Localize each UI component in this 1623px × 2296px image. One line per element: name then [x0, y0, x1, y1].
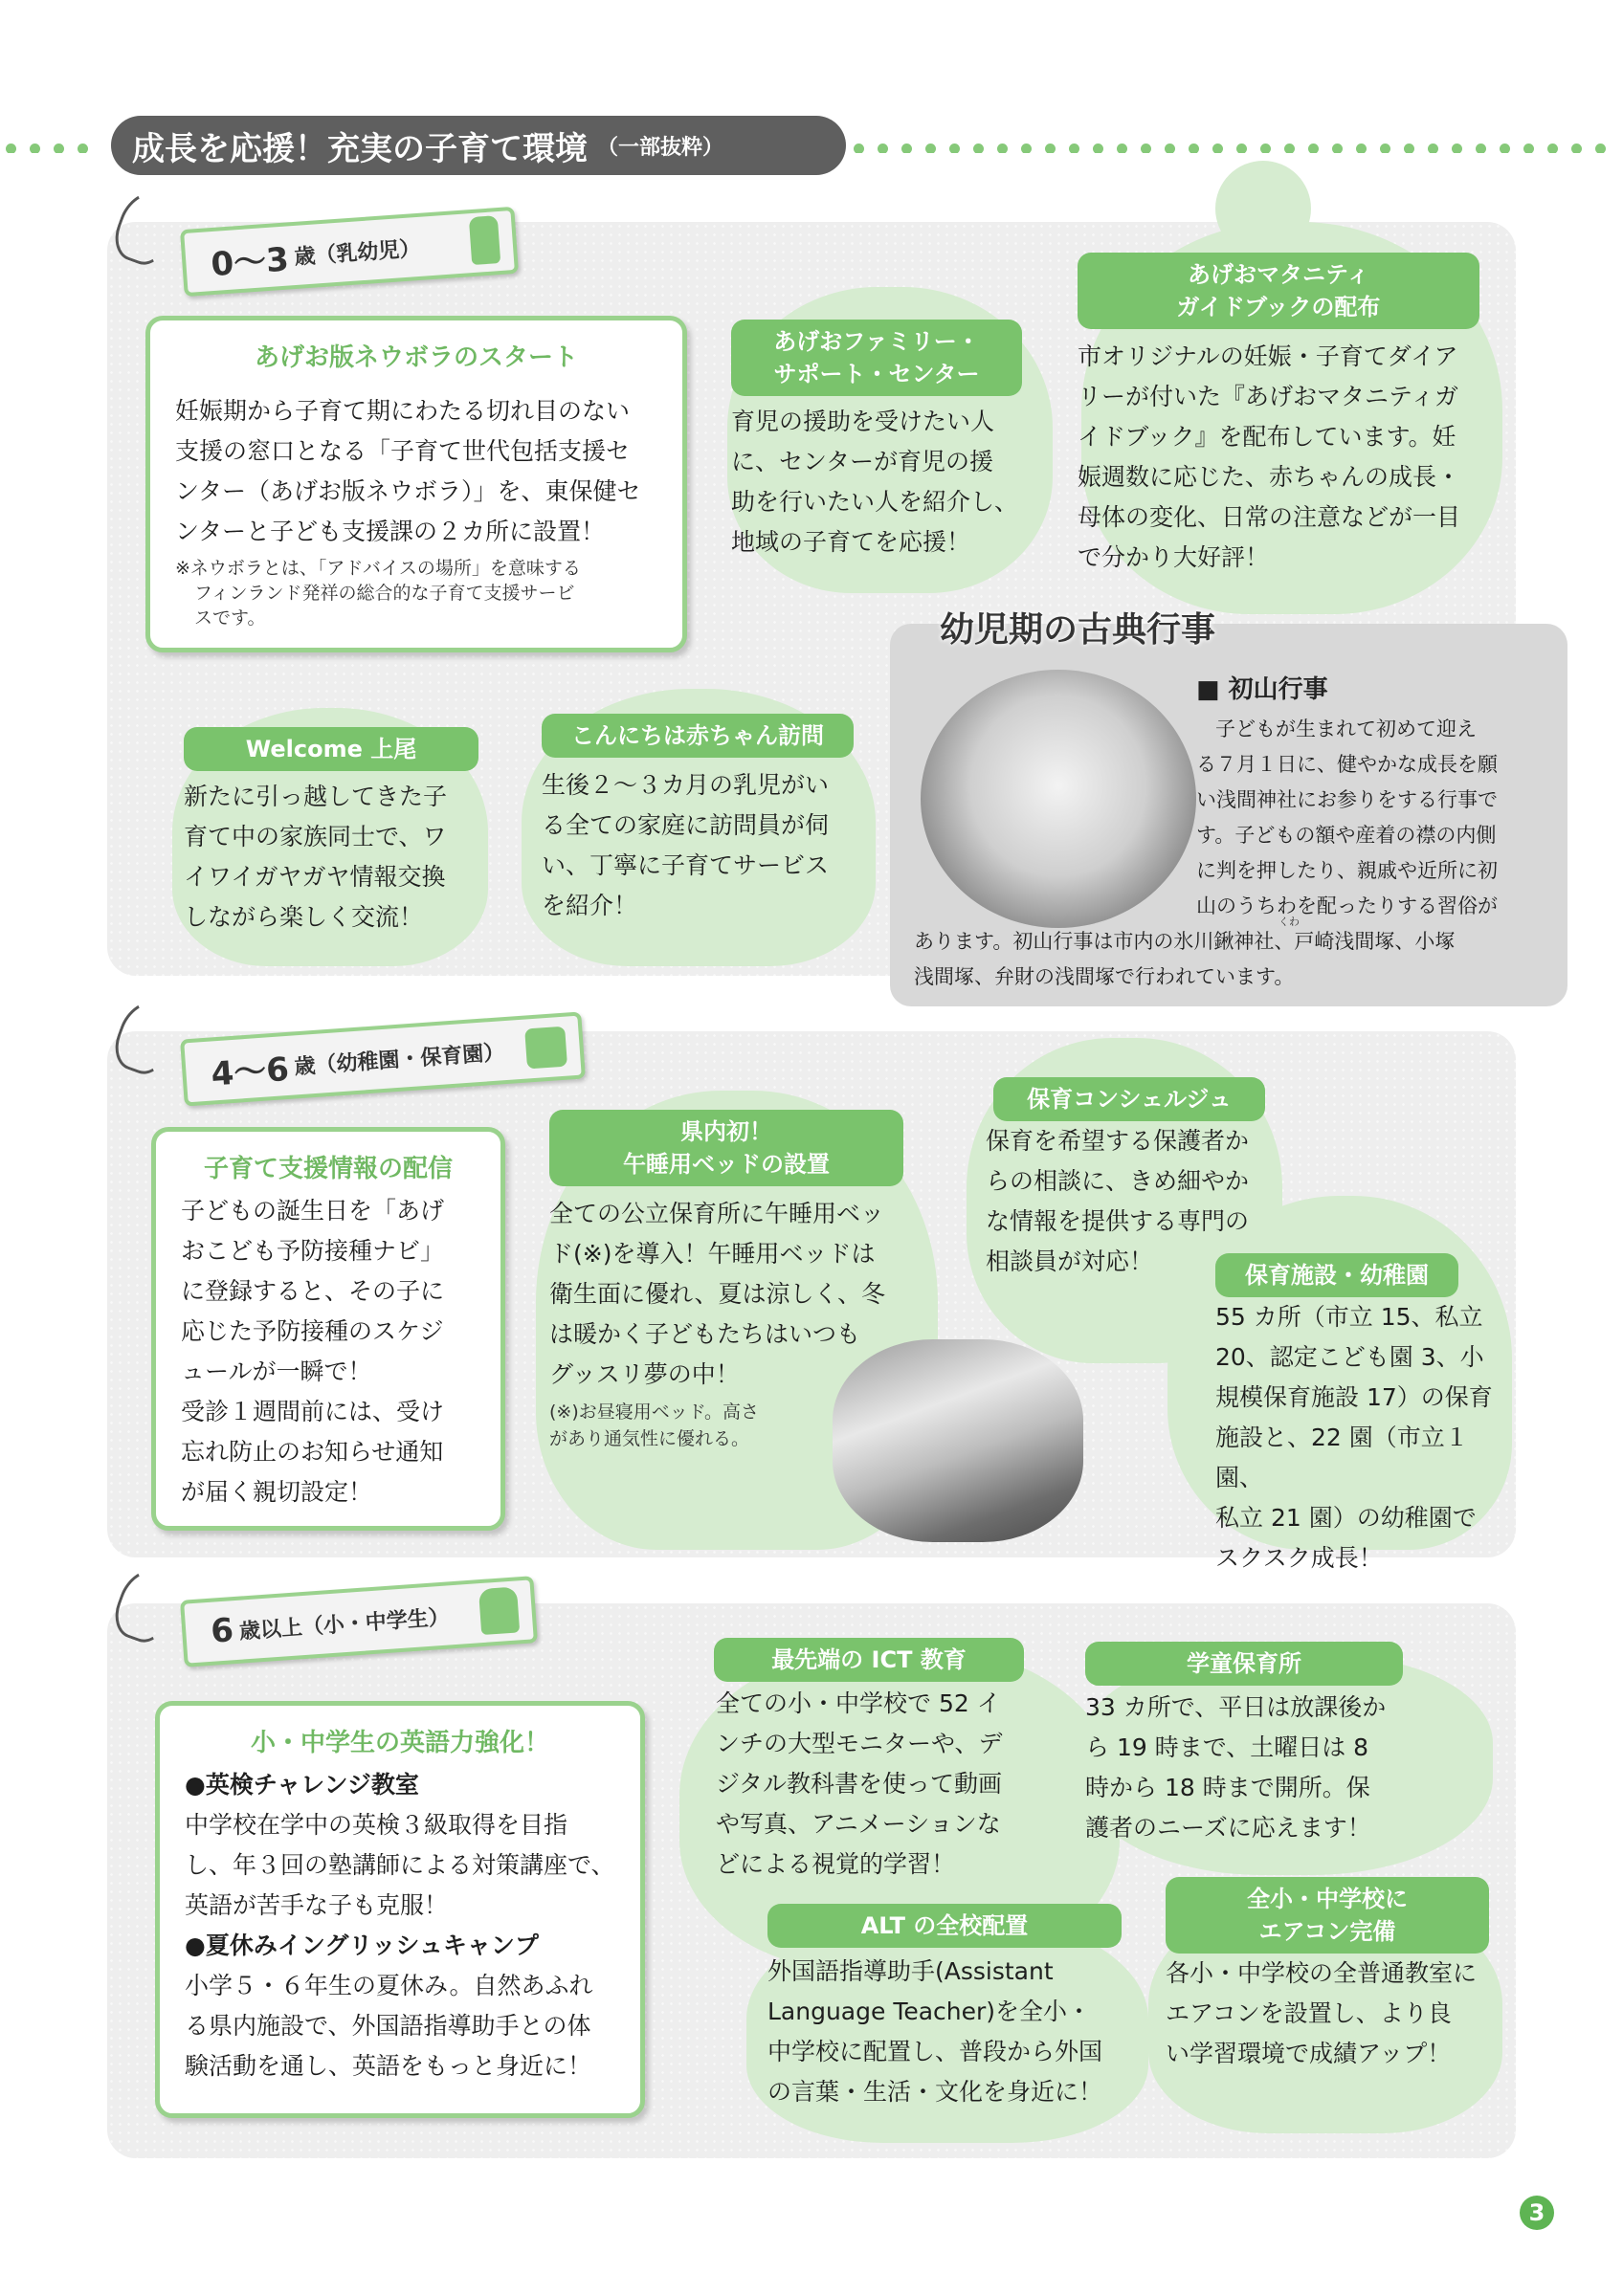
age-range: 4〜6	[210, 1049, 291, 1093]
text-line: 中学校に配置し、普段から外国	[767, 2038, 1103, 2065]
text-line: す。子どもの額や産着の襟の内側	[1196, 824, 1497, 847]
text-line: あります。初山行事は市内の氷川鍬神社、戸崎浅間塚、小塚	[914, 930, 1456, 953]
text-line: 全ての公立保育所に午睡用ベッ	[549, 1200, 885, 1227]
neubora-title: あげお版ネウボラのスタート	[254, 343, 578, 372]
text-line: 規模保育施設 17）の保育	[1215, 1383, 1493, 1411]
alt-label	[767, 1904, 1122, 1948]
facilities-label	[1215, 1253, 1458, 1297]
english-title: 小・中学生の英語力強化！	[250, 1729, 549, 1757]
text-line: 33 カ所で、平日は放課後か	[1085, 1693, 1387, 1721]
english-subheading: ●夏休みイングリッシュキャンプ	[185, 1932, 539, 1959]
text-line: らの相談に、きめ細やか	[986, 1167, 1250, 1195]
text-line: 新たに引っ越してきた子	[184, 783, 448, 810]
bed-label	[549, 1110, 903, 1186]
text-line: で分かり大好評！	[1078, 543, 1270, 571]
text-line: 保育を希望する保護者か	[986, 1127, 1250, 1155]
page-title	[111, 116, 846, 175]
english-box	[155, 1701, 645, 2118]
header-dots-left	[6, 140, 109, 153]
text-line: 学童保育所	[1187, 1650, 1301, 1677]
text-line: 市オリジナルの妊娠・子育てダイア	[1078, 342, 1458, 370]
text-line: が届く親切設定！	[181, 1478, 373, 1506]
classic-event-title: 幼児期の古典行事	[940, 609, 1216, 650]
text-line: おこども予防接種ナビ」	[181, 1237, 445, 1265]
text-line: あげおファミリー・	[773, 328, 980, 355]
text-line: 全小・中学校に	[1247, 1886, 1408, 1912]
info-title: 子育て支援情報の配信	[203, 1155, 453, 1183]
family-support-body	[731, 402, 1037, 563]
age-label: 歳（幼稚園・保育園）	[293, 1040, 506, 1079]
text-line: 子どもの誕生日を「あげ	[181, 1197, 445, 1225]
text-line: 英語が苦手な子も克服！	[185, 1891, 449, 1919]
ruby-annotation: くわ	[1278, 916, 1300, 928]
age-label: 歳以上（小・中学生）	[238, 1604, 451, 1645]
afterschool-label	[1085, 1642, 1403, 1686]
text-line: 忘れ防止のお知らせ通知	[181, 1438, 444, 1466]
text-line: ド(※)を導入！午睡用ベッドは	[549, 1240, 876, 1268]
baby-visit-label	[542, 714, 854, 758]
text-line: 中学校在学中の英検３級取得を目指	[185, 1811, 568, 1839]
text-line: に登録すると、その子に	[181, 1277, 445, 1305]
text-line: 外国語指導助手(Assistant	[767, 1957, 1054, 1985]
text-line: る県内施設で、外国語指導助手との体	[185, 2012, 591, 2040]
classic-event-body-full	[914, 924, 1565, 995]
text-line: 受診１週間前には、受け	[181, 1398, 445, 1425]
aircon-label	[1166, 1877, 1489, 1954]
text-line: 55 カ所（市立 15、私立	[1215, 1303, 1483, 1331]
ict-label	[714, 1638, 1024, 1682]
english-body	[185, 1765, 634, 2086]
text-line: る７月１日に、健やかな成長を願	[1196, 753, 1498, 776]
afterschool-body	[1085, 1688, 1439, 1848]
facilities-body	[1215, 1297, 1512, 1578]
text-line: 山のうちわを配ったりする習俗が	[1196, 894, 1498, 917]
age-range: 6	[209, 1611, 235, 1651]
text-line: エアコンを設置し、より良	[1166, 1999, 1452, 2027]
text-line: 護者のニーズに応えます！	[1085, 1814, 1371, 1842]
text-line: 時から 18 時まで開所。保	[1085, 1774, 1370, 1801]
concierge-label	[993, 1077, 1265, 1121]
neubora-note	[175, 556, 673, 630]
info-box	[151, 1127, 505, 1531]
text-line: い学習環境で成績アップ！	[1166, 2040, 1452, 2067]
text-line: あげおマタニティ	[1187, 261, 1370, 288]
welcome-label	[184, 727, 478, 771]
text-line: リーが付いた『あげおマタニティガ	[1078, 383, 1459, 410]
text-line: や写真、アニメーションな	[716, 1810, 1001, 1838]
text-line: ガイドブックの配布	[1176, 294, 1381, 320]
age-range: 0〜3	[210, 239, 291, 284]
text-line: (※)お昼寝用ベッド。高さ	[549, 1402, 760, 1423]
text-line: 妊娠期から子育て期にわたる切れ目のない	[175, 397, 631, 425]
baby-bottle-icon	[469, 215, 500, 265]
text-line: Language Teacher)を全小・	[767, 1998, 1092, 2025]
classic-event-subtitle: ■ 初山行事	[1196, 675, 1328, 704]
text-line: の言葉・生活・文化を身近に！	[767, 2078, 1103, 2106]
text-line: 母体の変化、日常の注意などが一目	[1078, 503, 1461, 531]
text-line: 衛生面に優れ、夏は涼しく、冬	[549, 1280, 886, 1308]
text-line: に、センターが育児の援	[731, 448, 994, 475]
baby-visit-body	[542, 765, 867, 926]
text-line: は暖かく子どもたちはいつも	[549, 1320, 861, 1348]
text-line: 子どもが生まれて初めて迎え	[1215, 718, 1477, 740]
english-subheading: ●英検チャレンジ教室	[185, 1771, 419, 1799]
text-line: サポート・センター	[773, 361, 980, 387]
text-line: 助を行いたい人を紹介し、	[731, 488, 1019, 516]
text-line: 験活動を通し、英語をもっと身近に！	[185, 2052, 592, 2080]
text-line: 育児の援助を受けたい人	[731, 408, 995, 435]
aircon-body	[1166, 1954, 1510, 2074]
randoseru-icon	[478, 1586, 520, 1635]
text-line: 育て中の家族同士で、ワ	[184, 823, 447, 850]
text-line: 県内初！	[680, 1118, 772, 1145]
text-line: ら 19 時まで、土曜日は 8	[1085, 1733, 1369, 1761]
text-line: ALT の全校配置	[860, 1912, 1029, 1939]
alt-body	[767, 1952, 1141, 2112]
text-line: があり通気性に優れる。	[549, 1428, 750, 1449]
text-line: 各小・中学校の全普通教室に	[1166, 1959, 1478, 1987]
page-title-note: （一部抜粋）	[597, 134, 724, 160]
text-line: フィンランド発祥の総合的な子育て支援サービ	[194, 583, 575, 604]
decor-blob	[1215, 161, 1311, 256]
text-line: 小学５・６年生の夏休み。自然あふれ	[185, 1972, 593, 1999]
page-title-text: 成長を応援！充実の子育て環境	[132, 129, 588, 168]
text-line: どによる視覚的学習！	[716, 1850, 956, 1878]
text-line: ジタル教科書を使って動画	[716, 1770, 1003, 1798]
text-line: 応じた予防接種のスケジ	[181, 1317, 444, 1345]
neubora-box	[145, 316, 687, 652]
page-number: 3	[1520, 2196, 1554, 2230]
text-line: な情報を提供する専門の	[986, 1207, 1250, 1235]
text-line: 娠週数に応じた、赤ちゃんの成長・	[1078, 463, 1461, 491]
text-line: を紹介！	[542, 892, 638, 919]
classic-event-body	[1196, 712, 1550, 924]
text-line: 保育施設・幼稚園	[1245, 1262, 1429, 1289]
text-line: ュールが一瞬で！	[181, 1358, 372, 1385]
text-line: グッスリ夢の中！	[549, 1360, 740, 1388]
text-line: い浅間神社にお参りをする行事で	[1196, 788, 1498, 811]
text-line: イワイガヤガヤ情報交換	[184, 863, 446, 891]
text-line: に判を押したり、親戚や近所に初	[1196, 859, 1498, 882]
text-line: 支援の窓口となる「子育て世代包括支援セ	[175, 437, 631, 465]
neubora-body	[175, 391, 673, 630]
text-line: し、年３回の塾講師による対策講座で、	[185, 1851, 615, 1879]
text-line: スです。	[194, 607, 266, 629]
text-line: 最先端の ICT 教育	[771, 1646, 967, 1673]
baby-photo	[921, 670, 1196, 928]
text-line: ンター（あげお版ネウボラ）」を、東保健セ	[175, 477, 641, 505]
text-line: ンチの大型モニターや、デ	[716, 1730, 1003, 1757]
text-line: エアコン完備	[1258, 1918, 1396, 1945]
text-line: る全ての家庭に訪問員が伺	[542, 811, 830, 839]
text-line: 生後２〜３カ月の乳児がい	[542, 771, 830, 799]
text-line: ※ネウボラとは、「アドバイスの場所」を意味する	[175, 558, 581, 579]
nap-bed-photo	[833, 1339, 1083, 1542]
text-line: 施設と、22 園（市立１園、	[1215, 1424, 1469, 1491]
info-body	[181, 1191, 497, 1512]
header-dots-right	[854, 140, 1619, 153]
maternity-body	[1078, 337, 1508, 578]
text-line: スクスク成長！	[1215, 1544, 1383, 1572]
text-line: こんにちは赤ちゃん訪問	[571, 722, 824, 749]
text-line: ンターと子ども支援課の２カ所に設置！	[175, 518, 606, 545]
text-line: 地域の子育てを応援！	[731, 528, 971, 556]
text-line: しながら楽しく交流！	[184, 903, 424, 931]
age-label: 歳（乳幼児）	[293, 236, 422, 270]
text-line: 浅間塚、弁財の浅間塚で行われています。	[914, 965, 1295, 988]
text-line: 保育コンシェルジュ	[1027, 1086, 1232, 1113]
ict-body	[716, 1684, 1032, 1885]
text-line: 私立 21 園）の幼稚園で	[1215, 1504, 1477, 1532]
text-line: 20、認定こども園 3、小	[1215, 1343, 1484, 1371]
text-line: 午睡用ベッドの設置	[623, 1151, 830, 1178]
family-support-label	[731, 320, 1022, 396]
welcome-body	[184, 777, 490, 938]
school-bag-icon	[524, 1027, 567, 1070]
text-line: 相談員が対応！	[986, 1247, 1154, 1275]
maternity-label	[1078, 253, 1479, 329]
text-line: 全ての小・中学校で 52 イ	[716, 1689, 1001, 1717]
text-line: い、丁寧に子育てサービス	[542, 851, 830, 879]
text-line: Welcome 上尾	[245, 736, 417, 762]
text-line: イドブック』を配布しています。妊	[1078, 423, 1456, 451]
